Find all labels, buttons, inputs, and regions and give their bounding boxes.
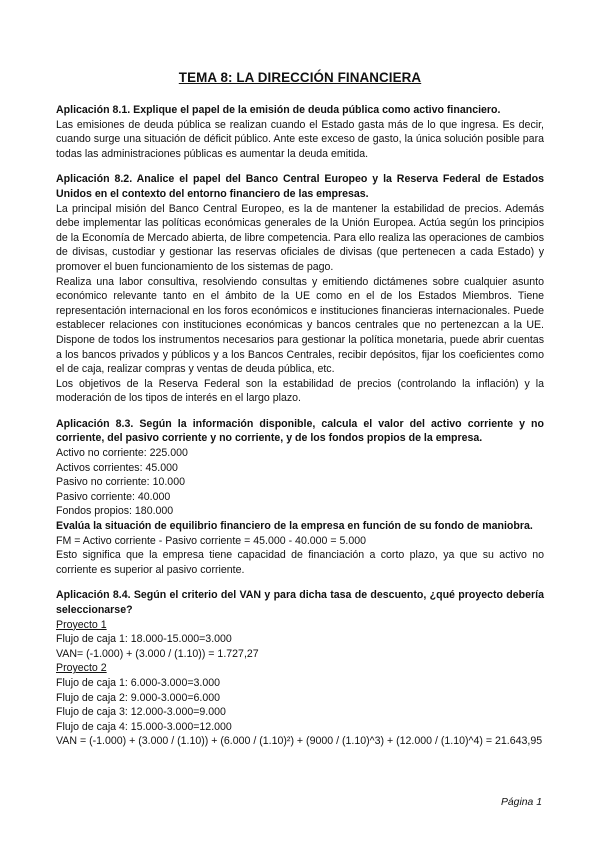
document-content bbox=[56, 103, 544, 760]
section-8-2 bbox=[56, 172, 544, 406]
section-8-4 bbox=[56, 588, 544, 749]
balance-item: Fondos propios: 180.000 bbox=[56, 505, 174, 518]
project-1-heading: Proyecto 1 bbox=[56, 618, 107, 631]
balance-item: Activo no corriente: 225.000 bbox=[56, 447, 188, 460]
page-number: Página 1 bbox=[500, 797, 542, 808]
balance-item: Activos corrientes: 45.000 bbox=[56, 461, 178, 474]
answer-8-2-paragraph-3: Los objetivos de la Reserva Federal son la estabilidad de precios (controlando la inflación) y la moderación de los tipos de interés en el largo plazo. bbox=[56, 377, 544, 405]
project-2-heading: Proyecto 2 bbox=[56, 662, 107, 675]
question-8-3-fondo-maniobra: Evalúa la situación de equilibrio financiero de la empresa en función de su fondo de maniobra. bbox=[56, 520, 533, 533]
project-1-line: Flujo de caja 1: 18.000-15.000=3.000 bbox=[56, 633, 232, 646]
answer-8-3: Esto significa que la empresa tiene capacidad de financiación a corto plazo, ya que su activo no corriente es superior al pasivo corriente. bbox=[56, 549, 544, 576]
balance-item: Pasivo corriente: 40.000 bbox=[56, 490, 171, 503]
project-2-van: VAN = (-1.000) + (3.000 / (1.10)) + (6.000 / (1.10)²) + (9000 / (1.10)^3) + (12.000 / (1.10)^4) = 21.643,95 bbox=[56, 735, 543, 748]
project-2-line: Flujo de caja 1: 6.000-3.000=3.000 bbox=[56, 676, 221, 689]
section-8-1 bbox=[56, 103, 544, 161]
balance-item: Pasivo no corriente: 10.000 bbox=[56, 476, 185, 489]
answer-8-1: Las emisiones de deuda pública se realizan cuando el Estado gasta más de lo que ingresa. Es decir, cuando surge una situación de déficit público. Ante este exceso de gasto, la única solución posible para todas las administraciones públicas es aumentar la deuda emitida. bbox=[56, 118, 544, 160]
question-8-2: Aplicación 8.2. Analice el papel del Banco Central Europeo y la Reserva Federal de Estados Unidos en el contexto del entorno financiero de las empresas. bbox=[56, 173, 544, 200]
project-1-van: VAN= (-1.000) + (3.000 / (1.10)) = 1.727,27 bbox=[56, 647, 259, 660]
question-8-3: Aplicación 8.3. Según la información disponible, calcula el valor del activo corriente y no corriente, del pasivo corriente y no corriente, y de los fondos propios de la empresa. bbox=[56, 417, 544, 445]
question-8-1: Aplicación 8.1. Explique el papel de la emisión de deuda pública como activo financiero. bbox=[56, 104, 501, 116]
project-2-line: Flujo de caja 4: 15.000-3.000=12.000 bbox=[56, 720, 232, 733]
section-8-3 bbox=[56, 417, 544, 578]
answer-8-2-paragraph-1: La principal misión del Banco Central Europeo, es la de mantener la estabilidad de precios. Además debe implementar las políticas económicas generales de la Unión Europea. Actúa según los principios de la Economía de Mercado abierta, de libre competencia. Para ello realiza las operaciones de cambios de divisas, custodiar y gestionar las reservas oficiales de divisas (que pertenecen a cada Estado) y promover el buen funcionamiento de los sistemas de pago. bbox=[56, 202, 544, 273]
project-2-line: Flujo de caja 3: 12.000-3.000=9.000 bbox=[56, 706, 226, 719]
fondo-maniobra-formula: FM = Activo corriente - Pasivo corriente = 45.000 - 40.000 = 5.000 bbox=[56, 534, 367, 547]
project-2-line: Flujo de caja 2: 9.000-3.000=6.000 bbox=[56, 691, 221, 704]
page-title: TEMA 8: LA DIRECCIÓN FINANCIERA bbox=[178, 70, 422, 85]
answer-8-2-paragraph-2: Realiza una labor consultiva, resolviendo consultas y emitiendo dictámenes sobre cualquier asunto económico relevante tanto en el ámbito de la UE como en el de los Estados Miembros. Tiene representación internacional en los foros económicos e instituciones financieras internacionales. Puede establecer relaciones con instituciones económicas y bancos centrales que no pertenezcan a la UE. Dispone de todos los instrumentos necesarios para gestionar la política monetaria, puede abrir cuentas a los bancos privados y públicos y a los Bancos Centrales, recibir depósitos, fijar los coeficientes como el de caja, realizar compras y ventas de deuda pública, etc. bbox=[56, 275, 544, 376]
question-8-4: Aplicación 8.4. Según el criterio del VAN y para dicha tasa de descuento, ¿qué proyecto debería seleccionarse? bbox=[56, 589, 544, 616]
